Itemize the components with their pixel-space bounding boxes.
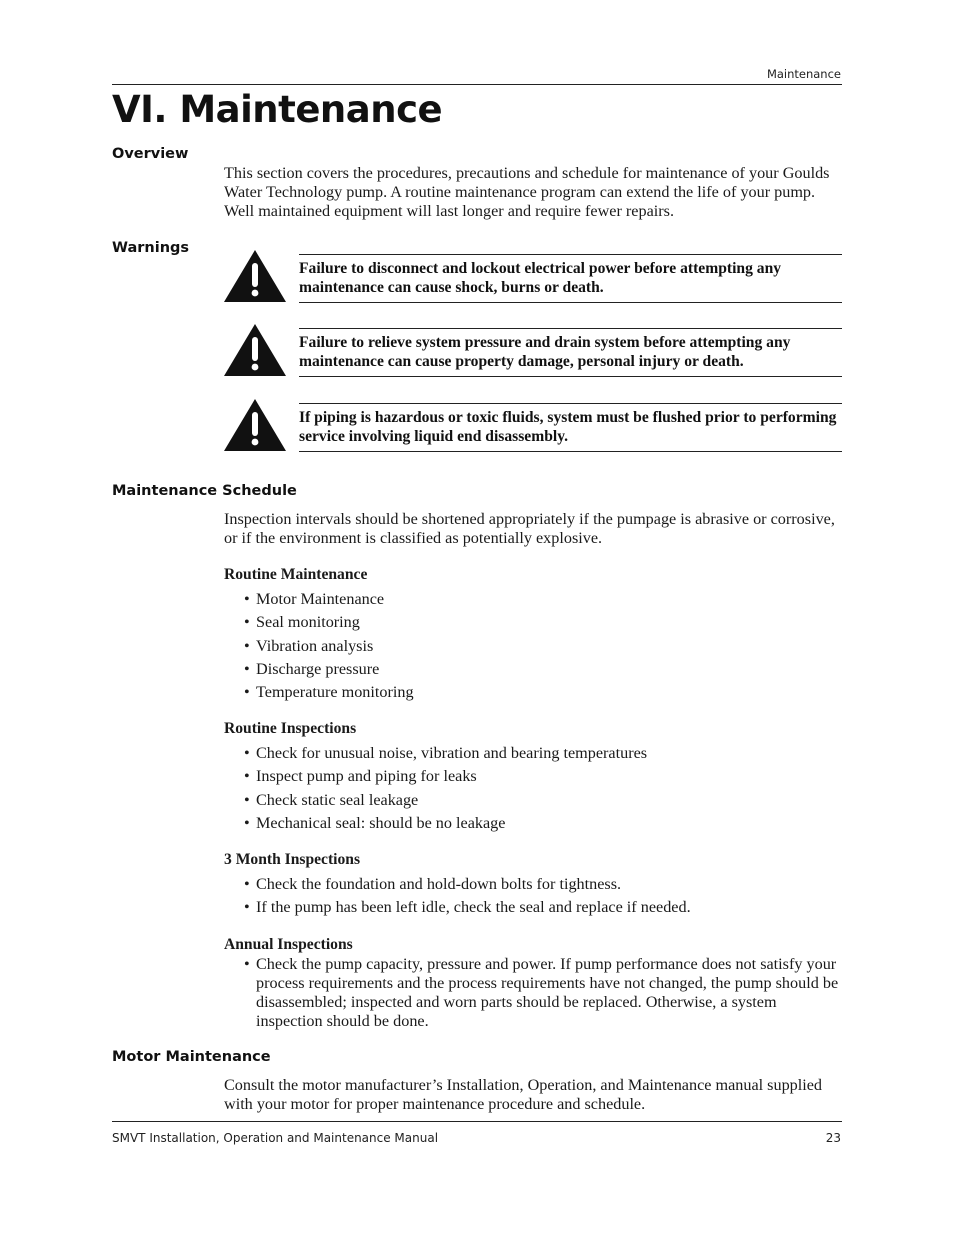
warning-triangle-icon	[224, 250, 286, 306]
routine-inspections-heading: Routine Inspections	[224, 720, 357, 737]
schedule-intro: Inspection intervals should be shortened appropriately if the pumpage is abrasive or corrosive, or if the environment is classified as potentially explosive.	[224, 510, 835, 547]
warning-row	[224, 250, 842, 312]
top-rule	[112, 84, 842, 85]
warning-text: Failure to disconnect and lockout electrical power before attempting any maintenance can cause shock, burns or death.	[299, 254, 842, 303]
annual-list	[244, 955, 844, 1031]
warning-text: Failure to relieve system pressure and drain system before attempting any maintenance can cause property damage, personal injury or death.	[299, 328, 842, 377]
routine-maintenance-heading: Routine Maintenance	[224, 566, 368, 583]
three-month-list	[244, 873, 844, 920]
page-title: VI. Maintenance	[112, 88, 443, 131]
list-item: • Discharge pressure	[244, 658, 844, 681]
list-item: • If the pump has been left idle, check the seal and replace if needed.	[244, 896, 844, 919]
list-item: • Inspect pump and piping for leaks	[244, 765, 844, 788]
warning-row	[224, 324, 842, 386]
routine-maintenance-list	[244, 588, 844, 704]
list-item: • Check static seal leakage	[244, 789, 844, 812]
list-item: • Temperature monitoring	[244, 681, 844, 704]
footer-manual-title: SMVT Installation, Operation and Maintenance Manual	[112, 1131, 439, 1145]
motor-heading: Motor Maintenance	[112, 1049, 271, 1065]
warning-row	[224, 399, 842, 461]
list-item: • Mechanical seal: should be no leakage	[244, 812, 844, 835]
list-item: • Check the foundation and hold-down bolts for tightness.	[244, 873, 844, 896]
list-item: • Check the pump capacity, pressure and power. If pump performance does not satisfy your process requirements and the process requirements have not changed, the pump should be disassembled; inspected and worn parts should be replaced. Otherwise, a system inspection should be done.	[244, 955, 844, 1031]
schedule-heading: Maintenance Schedule	[112, 483, 297, 499]
warnings-heading: Warnings	[112, 240, 190, 256]
overview-heading: Overview	[112, 146, 189, 162]
three-month-heading: 3 Month Inspections	[224, 851, 361, 868]
warning-triangle-icon	[224, 324, 286, 380]
overview-text: This section covers the procedures, precautions and schedule for maintenance of your Goulds Water Technology pump. A routine maintenance program can extend the life of your pump. Well maintained equipment will last longer and require fewer repairs.	[224, 164, 830, 220]
list-item: • Seal monitoring	[244, 611, 844, 634]
bottom-rule	[112, 1121, 842, 1122]
running-head: Maintenance	[766, 67, 841, 81]
warning-triangle-icon	[224, 399, 286, 455]
routine-inspections-list	[244, 742, 844, 835]
list-item: • Motor Maintenance	[244, 588, 844, 611]
list-item: • Check for unusual noise, vibration and bearing temperatures	[244, 742, 844, 765]
motor-text: Consult the motor manufacturer’s Installation, Operation, and Maintenance manual supplied with your motor for proper maintenance procedure and schedule.	[224, 1076, 823, 1113]
list-item: • Vibration analysis	[244, 635, 844, 658]
page-number: 23	[825, 1131, 841, 1145]
annual-heading: Annual Inspections	[224, 936, 353, 953]
warning-text: If piping is hazardous or toxic fluids, system must be flushed prior to performing service involving liquid end disassembly.	[299, 403, 842, 452]
